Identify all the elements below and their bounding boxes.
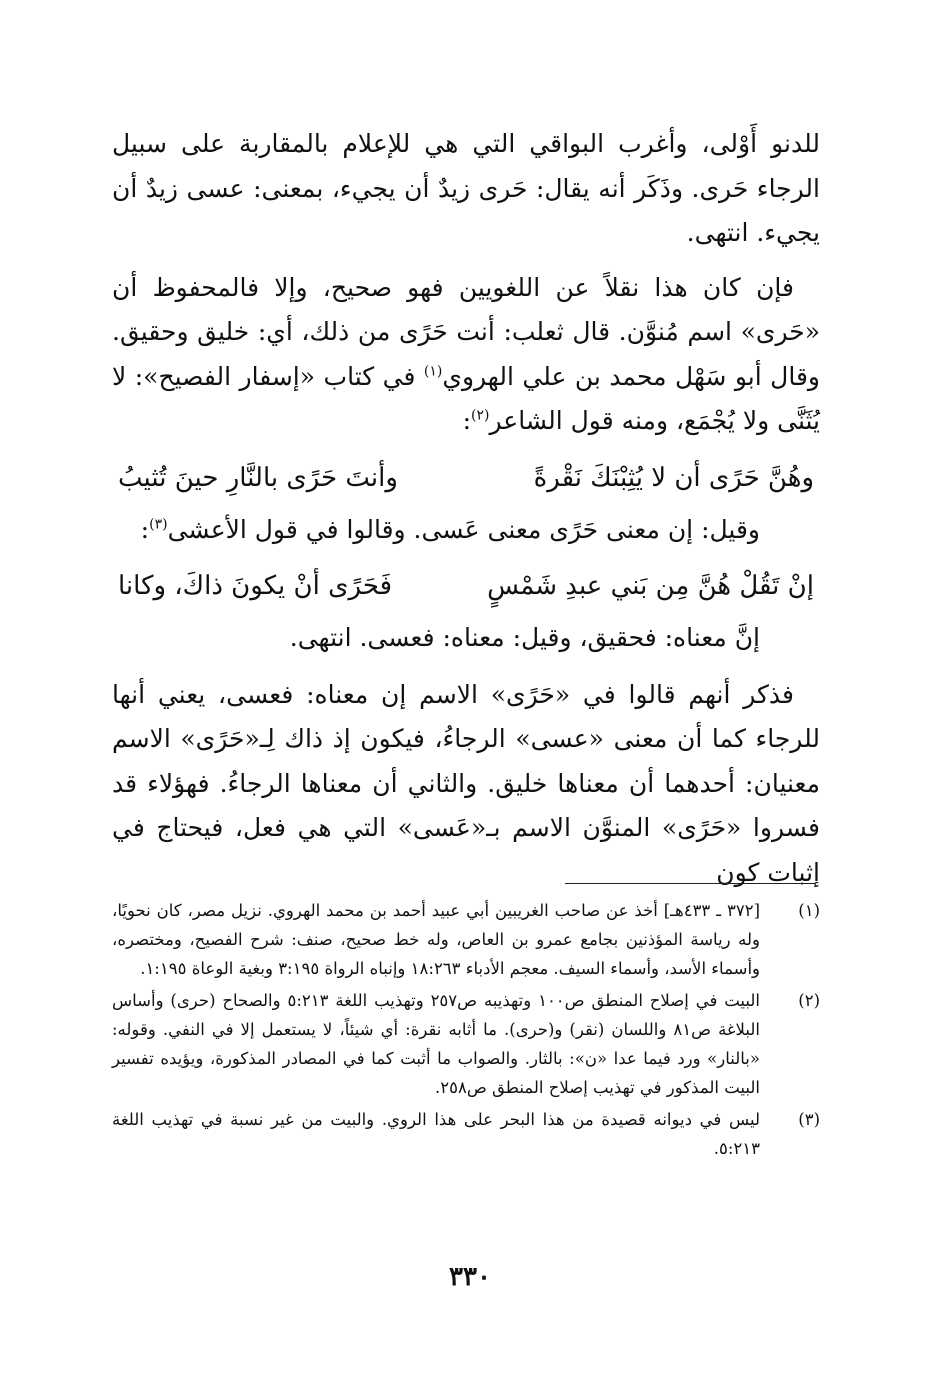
paragraph [112,266,820,444]
verse-first-hemistich: إنْ تَقُلْ هُنَّ مِن بَني عبدِ شَمْسٍ [487,571,814,601]
poem-verse [112,456,820,500]
paragraph-text: فإن كان هذا نقلاً عن اللغويين فهو صحيح، وإلا فالمحفوظ أن «حَرى» اسم مُنوَّن. قال ثعلب: أنت حَرًى من ذلك، أي: خليق وحقيق. وقال أبو سَهْل محمد بن علي الهروي [112,272,820,391]
poem-verse [112,564,820,608]
text-line: إنَّ معناه: فحقيق، وقيل: معناه: فعسى. انتهى. [289,623,760,652]
footnote-text: [٣٧٢ ـ ٤٣٣هـ] أخذ عن صاحب الغريبين أبي عبيد أحمد بن محمد الهروي. نزيل مصر، كان نحويًا، وله رياسة المؤذنين بجامع عمرو بن العاص، وله خط صحيح، صنف: شرح الفصيح، ومختصره، وأسماء الأسد، وأسماء السيف. معجم الأدباء ١٨:٢٦٣ وإنباه الرواة ٣:١٩٥ وبغية الوعاة ١:١٩٥. [112,901,761,978]
footnote-divider [565,883,815,884]
footnote-ref: (١) [423,363,443,380]
footnote-ref: (٣) [149,516,168,533]
footnote [112,896,820,983]
footnote-number: (٣) [798,1110,820,1129]
main-text [112,122,820,895]
text-line [112,508,820,553]
footnote-text: ليس في ديوانه قصيدة من هذا البحر على هذا الروي. والبيت من غير نسبة في تهذيب اللغة ٥:٢١٣. [112,1110,760,1158]
verse-first-hemistich: وهُنَّ حَرًى أن لا يُثِبْنَكَ نَقْرةً [533,462,814,493]
paragraph-text: في كتاب «إسفار الفصيح»: لا يُثَنَّى ولا يُجْمَع، ومنه قول الشاعر [112,361,820,435]
footnote [112,986,820,1102]
footnote [112,1105,820,1163]
paragraph-text: وقيل: إن معنى حَرًى معنى عَسى. وقالوا في قول الأعشى [167,514,760,544]
footnote-number: (٢) [798,991,820,1010]
footnote-ref: (٢) [471,407,490,424]
paragraph-text: : [140,514,150,544]
paragraph-text: : [462,406,472,435]
footnote-text: البيت في إصلاح المنطق ص١٠٠ وتهذيبه ص٢٥٧ وتهذيب اللغة ٥:٢١٣ والصحاح (حرى) وأساس البلاغة ص٨١ واللسان (نقر) و(حرى). ما أثابه نقرة: أي شيئاً، لا يستعمل إلا في النفي. وقوله: «بالنار» ورد فيما عدا «ن»: بالثار. والصواب ما أثبت كما في المصادر المذكورة، ويؤيده تفسير البيت المذكور في تهذيب إصلاح المنطق ص٢٥٨. [112,991,760,1097]
paragraph: للدنو أَوْلى، وأغرب البواقي التي هي للإعلام بالمقاربة على سبيل الرجاء حَرى. وذَكَر أنه يقال: حَرى زيدٌ أن يجيء، بمعنى: عسى زيدٌ أن يجيء. انتهى. [112,129,820,247]
paragraph: فذكر أنهم قالوا في «حَرًى» الاسم إن معناه: فعسى، يعني أنها للرجاء كما أن معنى «عسى» الرجاءُ، فيكون إذ ذاك لِـ«حَرًى» الاسم معنيان: أحدهما أن معناها خليق. والثاني أن معناها الرجاءُ. فهؤلاء قد فسروا «حَرًى» المنوَّن الاسم بـ«عَسى» التي هي فعل، فيحتاج في إثبات كون [112,679,820,887]
verse-second-hemistich: فَحَرًى أنْ يكونَ ذاكَ، وكانا [118,571,393,601]
page-number: ٣٣٠ [449,1262,491,1292]
verse-second-hemistich: وأنتَ حَرًى بالنَّارِ حينَ تُثيبُ [118,462,398,493]
footnotes [112,896,820,1166]
footnote-number: (١) [798,901,820,920]
